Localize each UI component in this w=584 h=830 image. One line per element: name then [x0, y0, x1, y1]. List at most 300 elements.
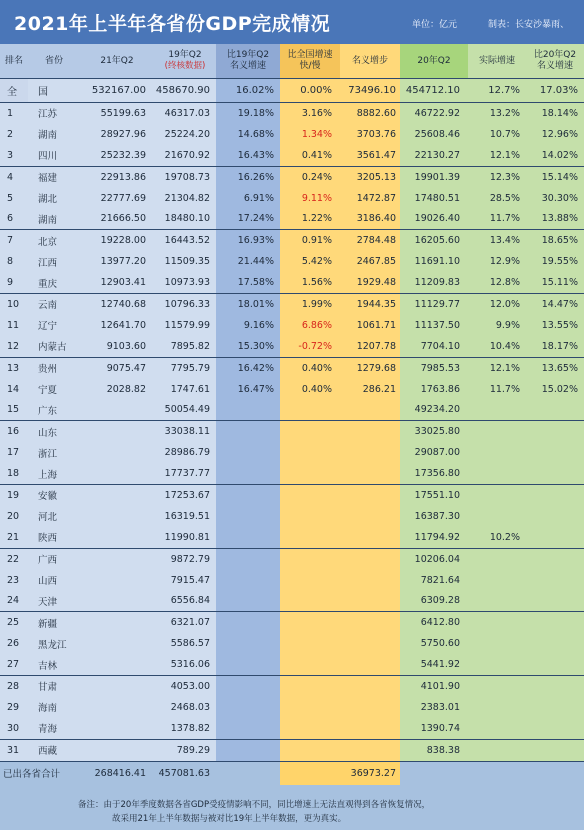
cell-share: 9.11% [280, 188, 340, 209]
col-vs20-line2: 名义增速 [536, 61, 573, 71]
cell-vs19 [216, 421, 280, 442]
total-label: 已出各省合计 [3, 769, 61, 781]
cell-rank: 2 [0, 124, 28, 145]
cell-nominal-inc [340, 463, 400, 484]
cell-vs20: 19.55% [526, 251, 584, 272]
col-vs19-line2: 名义增速 [229, 61, 266, 71]
cell-rank: 6 [0, 208, 28, 229]
cell-real-growth: 12.9% [468, 251, 526, 272]
cell-nominal-inc [340, 527, 400, 548]
cell-share: 1.56% [280, 272, 340, 293]
national-share: 0.00% [280, 79, 340, 102]
cell-gdp19: 21670.92 [154, 145, 216, 166]
cell-vs19 [216, 612, 280, 633]
cell-real-growth [468, 633, 526, 654]
table-row [0, 463, 584, 484]
table-row [0, 654, 584, 675]
cell-vs19 [216, 590, 280, 611]
cell-vs20: 15.11% [526, 272, 584, 293]
cell-vs19: 16.43% [216, 145, 280, 166]
cell-rank: 1 [0, 103, 28, 124]
national-real-growth: 12.7% [468, 79, 526, 102]
cell-gdp20: 16387.30 [400, 506, 468, 527]
province-rows [0, 102, 584, 761]
cell-vs20 [526, 718, 584, 739]
cell-real-growth: 12.0% [468, 294, 526, 315]
cell-gdp21: 9075.47 [80, 358, 154, 379]
cell-gdp20: 838.38 [400, 740, 468, 761]
cell-province: 河北 [28, 506, 80, 527]
cell-share [280, 654, 340, 675]
cell-gdp19: 7915.47 [154, 570, 216, 591]
cell-share [280, 718, 340, 739]
cell-vs20 [526, 612, 584, 633]
cell-gdp20: 11691.10 [400, 251, 468, 272]
cell-nominal-inc [340, 654, 400, 675]
cell-nominal-inc: 1207.78 [340, 336, 400, 357]
table-row [0, 399, 584, 420]
cell-vs19: 16.93% [216, 230, 280, 251]
cell-rank: 11 [0, 315, 28, 336]
cell-share [280, 485, 340, 506]
table-row [0, 718, 584, 739]
cell-gdp20: 10206.04 [400, 549, 468, 570]
cell-nominal-inc: 8882.60 [340, 103, 400, 124]
cell-vs19: 6.91% [216, 188, 280, 209]
cell-gdp20: 5441.92 [400, 654, 468, 675]
cell-gdp19: 10796.33 [154, 294, 216, 315]
cell-real-growth [468, 718, 526, 739]
cell-gdp20: 6412.80 [400, 612, 468, 633]
cell-gdp21 [80, 549, 154, 570]
cell-vs19: 19.18% [216, 103, 280, 124]
cell-nominal-inc: 1472.87 [340, 188, 400, 209]
cell-rank: 29 [0, 697, 28, 718]
cell-rank: 31 [0, 740, 28, 761]
cell-nominal-inc [340, 612, 400, 633]
cell-share [280, 527, 340, 548]
table-row [0, 484, 584, 506]
cell-gdp19: 17253.67 [154, 485, 216, 506]
cell-vs19 [216, 718, 280, 739]
cell-real-growth [468, 399, 526, 420]
cell-share [280, 633, 340, 654]
national-gdp19: 458670.90 [154, 79, 216, 102]
cell-rank: 18 [0, 463, 28, 484]
cell-real-growth: 11.7% [468, 208, 526, 229]
table-row [0, 442, 584, 463]
cell-gdp19: 6556.84 [154, 590, 216, 611]
cell-real-growth [468, 442, 526, 463]
cell-real-growth [468, 654, 526, 675]
cell-nominal-inc [340, 421, 400, 442]
cell-vs20: 14.47% [526, 294, 584, 315]
col-share-line2: 快/慢 [299, 61, 321, 71]
national-province: 国 [28, 79, 80, 102]
cell-vs20 [526, 421, 584, 442]
cell-gdp19: 4053.00 [154, 676, 216, 697]
cell-rank: 8 [0, 251, 28, 272]
cell-gdp20: 11794.92 [400, 527, 468, 548]
table-row [0, 548, 584, 570]
col-province-header: 省份 [28, 44, 80, 78]
cell-vs20: 13.88% [526, 208, 584, 229]
cell-gdp21 [80, 633, 154, 654]
total-gdp19: 457081.63 [154, 762, 216, 785]
cell-vs20: 18.17% [526, 336, 584, 357]
cell-share [280, 506, 340, 527]
cell-vs20 [526, 570, 584, 591]
cell-rank: 26 [0, 633, 28, 654]
cell-real-growth: 11.7% [468, 379, 526, 400]
cell-vs20: 18.65% [526, 230, 584, 251]
cell-vs20: 30.30% [526, 188, 584, 209]
cell-province: 山西 [28, 570, 80, 591]
cell-real-growth: 12.1% [468, 358, 526, 379]
cell-vs19: 17.24% [216, 208, 280, 229]
cell-gdp20: 6309.28 [400, 590, 468, 611]
cell-vs20: 13.55% [526, 315, 584, 336]
cell-share: 6.86% [280, 315, 340, 336]
cell-nominal-inc: 1061.71 [340, 315, 400, 336]
table-row [0, 633, 584, 654]
cell-share: 1.22% [280, 208, 340, 229]
cell-rank: 27 [0, 654, 28, 675]
cell-province: 青海 [28, 718, 80, 739]
cell-province: 陕西 [28, 527, 80, 548]
cell-rank: 14 [0, 379, 28, 400]
cell-province: 辽宁 [28, 315, 80, 336]
cell-gdp21 [80, 676, 154, 697]
cell-gdp21: 12903.41 [80, 272, 154, 293]
cell-province: 云南 [28, 294, 80, 315]
cell-gdp19: 19708.73 [154, 167, 216, 188]
cell-gdp19: 21304.82 [154, 188, 216, 209]
cell-real-growth: 12.8% [468, 272, 526, 293]
cell-rank: 13 [0, 358, 28, 379]
col-real-growth-header: 实际增速 [468, 44, 526, 78]
cell-gdp21: 12641.70 [80, 315, 154, 336]
cell-rank: 10 [0, 294, 28, 315]
cell-vs20 [526, 697, 584, 718]
cell-province: 西藏 [28, 740, 80, 761]
cell-vs20 [526, 549, 584, 570]
cell-province: 广东 [28, 399, 80, 420]
cell-nominal-inc: 1929.48 [340, 272, 400, 293]
cell-vs19 [216, 570, 280, 591]
cell-share: 1.99% [280, 294, 340, 315]
cell-province: 内蒙古 [28, 336, 80, 357]
cell-share [280, 676, 340, 697]
cell-real-growth: 28.5% [468, 188, 526, 209]
cell-real-growth [468, 506, 526, 527]
cell-nominal-inc [340, 549, 400, 570]
cell-real-growth [468, 570, 526, 591]
cell-gdp21 [80, 442, 154, 463]
cell-share [280, 399, 340, 420]
cell-vs19 [216, 527, 280, 548]
national-gdp20: 454712.10 [400, 79, 468, 102]
cell-gdp20: 5750.60 [400, 633, 468, 654]
total-spacer-e [400, 762, 468, 785]
cell-vs19 [216, 697, 280, 718]
cell-vs19 [216, 485, 280, 506]
cell-gdp20: 1390.74 [400, 718, 468, 739]
cell-gdp19: 9872.79 [154, 549, 216, 570]
cell-province: 四川 [28, 145, 80, 166]
cell-vs19: 9.16% [216, 315, 280, 336]
cell-vs20: 15.02% [526, 379, 584, 400]
cell-real-growth: 12.1% [468, 145, 526, 166]
cell-gdp19: 46317.03 [154, 103, 216, 124]
cell-gdp21: 2028.82 [80, 379, 154, 400]
cell-rank: 24 [0, 590, 28, 611]
col-vs19-header [216, 44, 280, 78]
cell-gdp21 [80, 654, 154, 675]
footer-note-line1: 备注：由于20年季度数据各省GDP受疫情影响不同，同比增速上无法直观得到各省恢复情况， [78, 800, 431, 810]
table-row [0, 590, 584, 611]
cell-nominal-inc: 2784.48 [340, 230, 400, 251]
cell-gdp20: 2383.01 [400, 697, 468, 718]
cell-nominal-inc: 3703.76 [340, 124, 400, 145]
total-spacer-f [468, 762, 526, 785]
cell-real-growth [468, 590, 526, 611]
cell-share [280, 442, 340, 463]
cell-gdp21 [80, 485, 154, 506]
cell-gdp20: 11137.50 [400, 315, 468, 336]
total-spacer-d [280, 762, 340, 785]
cell-real-growth: 10.4% [468, 336, 526, 357]
cell-gdp20: 1763.86 [400, 379, 468, 400]
cell-gdp20: 25608.46 [400, 124, 468, 145]
cell-gdp21: 13977.20 [80, 251, 154, 272]
table-row [0, 570, 584, 591]
cell-nominal-inc [340, 676, 400, 697]
cell-share: 0.40% [280, 358, 340, 379]
cell-rank: 17 [0, 442, 28, 463]
cell-gdp21: 12740.68 [80, 294, 154, 315]
col-gdp19-title: 19年Q2 [168, 50, 202, 60]
cell-vs19: 21.44% [216, 251, 280, 272]
cell-province: 宁夏 [28, 379, 80, 400]
cell-real-growth [468, 485, 526, 506]
table-row [0, 675, 584, 697]
cell-rank: 23 [0, 570, 28, 591]
cell-share: 1.34% [280, 124, 340, 145]
cell-real-growth [468, 697, 526, 718]
cell-province: 湖南 [28, 124, 80, 145]
cell-province: 甘肃 [28, 676, 80, 697]
cell-gdp19: 17737.77 [154, 463, 216, 484]
cell-rank: 20 [0, 506, 28, 527]
cell-vs20 [526, 463, 584, 484]
cell-gdp19: 5316.06 [154, 654, 216, 675]
cell-gdp20: 7985.53 [400, 358, 468, 379]
cell-province: 天津 [28, 590, 80, 611]
cell-real-growth [468, 740, 526, 761]
cell-vs19 [216, 740, 280, 761]
cell-gdp21 [80, 399, 154, 420]
cell-vs20 [526, 740, 584, 761]
cell-nominal-inc [340, 740, 400, 761]
cell-gdp20: 7821.64 [400, 570, 468, 591]
cell-real-growth [468, 612, 526, 633]
cell-gdp19: 11990.81 [154, 527, 216, 548]
cell-gdp20: 17356.80 [400, 463, 468, 484]
table-row [0, 611, 584, 633]
col-vs20-line1: 比20年Q2 [533, 50, 577, 60]
cell-nominal-inc: 1944.35 [340, 294, 400, 315]
cell-gdp20: 4101.90 [400, 676, 468, 697]
total-row [0, 761, 584, 785]
cell-gdp21: 25232.39 [80, 145, 154, 166]
cell-vs20: 18.14% [526, 103, 584, 124]
cell-gdp21 [80, 421, 154, 442]
cell-gdp20: 16205.60 [400, 230, 468, 251]
cell-nominal-inc: 3561.47 [340, 145, 400, 166]
cell-share: 0.91% [280, 230, 340, 251]
table-row [0, 379, 584, 400]
cell-province: 贵州 [28, 358, 80, 379]
table-row [0, 124, 584, 145]
cell-gdp21: 22777.69 [80, 188, 154, 209]
table-row [0, 739, 584, 761]
cell-real-growth [468, 463, 526, 484]
cell-gdp19: 2468.03 [154, 697, 216, 718]
cell-province: 重庆 [28, 272, 80, 293]
cell-province: 湖南 [28, 208, 80, 229]
cell-nominal-inc: 3205.13 [340, 167, 400, 188]
cell-nominal-inc [340, 718, 400, 739]
cell-vs20 [526, 654, 584, 675]
total-gdp21: 268416.41 [80, 762, 154, 785]
cell-gdp19: 7795.79 [154, 358, 216, 379]
cell-gdp20: 19901.39 [400, 167, 468, 188]
footer-note [0, 789, 584, 830]
table-row [0, 697, 584, 718]
cell-gdp21 [80, 506, 154, 527]
cell-vs20 [526, 399, 584, 420]
cell-rank: 15 [0, 399, 28, 420]
cell-gdp19: 28986.79 [154, 442, 216, 463]
cell-vs19 [216, 633, 280, 654]
cell-gdp21 [80, 590, 154, 611]
cell-share [280, 421, 340, 442]
cell-gdp19: 33038.11 [154, 421, 216, 442]
cell-province: 浙江 [28, 442, 80, 463]
cell-province: 福建 [28, 167, 80, 188]
cell-gdp20: 49234.20 [400, 399, 468, 420]
col-share-line1: 比全国增速 [287, 50, 333, 60]
cell-vs20 [526, 527, 584, 548]
cell-gdp19: 50054.49 [154, 399, 216, 420]
cell-gdp21 [80, 463, 154, 484]
cell-share [280, 740, 340, 761]
national-row [0, 78, 584, 102]
cell-gdp20: 17480.51 [400, 188, 468, 209]
cell-share: 3.16% [280, 103, 340, 124]
cell-gdp19: 10973.93 [154, 272, 216, 293]
cell-vs19 [216, 549, 280, 570]
table-row [0, 315, 584, 336]
national-vs20: 17.03% [526, 79, 584, 102]
cell-rank: 28 [0, 676, 28, 697]
cell-gdp21: 9103.60 [80, 336, 154, 357]
national-nominal-inc: 73496.10 [340, 79, 400, 102]
cell-gdp20: 17551.10 [400, 485, 468, 506]
total-spacer-c [216, 762, 280, 785]
cell-vs20 [526, 485, 584, 506]
cell-gdp19: 18480.10 [154, 208, 216, 229]
cell-province: 新疆 [28, 612, 80, 633]
col-share-header [280, 44, 340, 78]
cell-nominal-inc [340, 697, 400, 718]
cell-nominal-inc [340, 442, 400, 463]
cell-gdp21: 21666.50 [80, 208, 154, 229]
col-gdp21-header: 21年Q2 [80, 44, 154, 78]
national-rank: 全 [0, 79, 28, 102]
cell-gdp20: 46722.92 [400, 103, 468, 124]
cell-share [280, 590, 340, 611]
cell-vs19: 15.30% [216, 336, 280, 357]
cell-real-growth [468, 421, 526, 442]
national-vs19: 16.02% [216, 79, 280, 102]
cell-gdp19: 16443.52 [154, 230, 216, 251]
cell-rank: 12 [0, 336, 28, 357]
cell-rank: 4 [0, 167, 28, 188]
cell-share: -0.72% [280, 336, 340, 357]
cell-gdp19: 1747.61 [154, 379, 216, 400]
cell-nominal-inc [340, 570, 400, 591]
cell-nominal-inc [340, 590, 400, 611]
cell-vs19: 16.26% [216, 167, 280, 188]
cell-vs20: 13.65% [526, 358, 584, 379]
cell-vs19: 18.01% [216, 294, 280, 315]
cell-vs19 [216, 654, 280, 675]
table-row [0, 229, 584, 251]
cell-gdp19: 7895.82 [154, 336, 216, 357]
cell-vs19 [216, 463, 280, 484]
cell-share [280, 612, 340, 633]
total-nominal-inc: 36973.27 [340, 762, 400, 785]
cell-gdp20: 33025.80 [400, 421, 468, 442]
col-vs19-line1: 比19年Q2 [226, 50, 270, 60]
cell-gdp21: 22913.86 [80, 167, 154, 188]
cell-gdp21: 28927.96 [80, 124, 154, 145]
table-row [0, 145, 584, 166]
cell-rank: 25 [0, 612, 28, 633]
cell-share: 5.42% [280, 251, 340, 272]
cell-rank: 7 [0, 230, 28, 251]
cell-gdp20: 7704.10 [400, 336, 468, 357]
cell-province: 山东 [28, 421, 80, 442]
cell-province: 安徽 [28, 485, 80, 506]
cell-vs20: 15.14% [526, 167, 584, 188]
cell-province: 吉林 [28, 654, 80, 675]
cell-rank: 21 [0, 527, 28, 548]
cell-share [280, 697, 340, 718]
cell-gdp19: 11579.99 [154, 315, 216, 336]
national-gdp21: 532167.00 [80, 79, 154, 102]
cell-vs20 [526, 633, 584, 654]
table-row [0, 272, 584, 293]
cell-nominal-inc: 2467.85 [340, 251, 400, 272]
cell-province: 北京 [28, 230, 80, 251]
cell-rank: 19 [0, 485, 28, 506]
cell-gdp21 [80, 697, 154, 718]
cell-province: 广西 [28, 549, 80, 570]
cell-gdp21: 55199.63 [80, 103, 154, 124]
